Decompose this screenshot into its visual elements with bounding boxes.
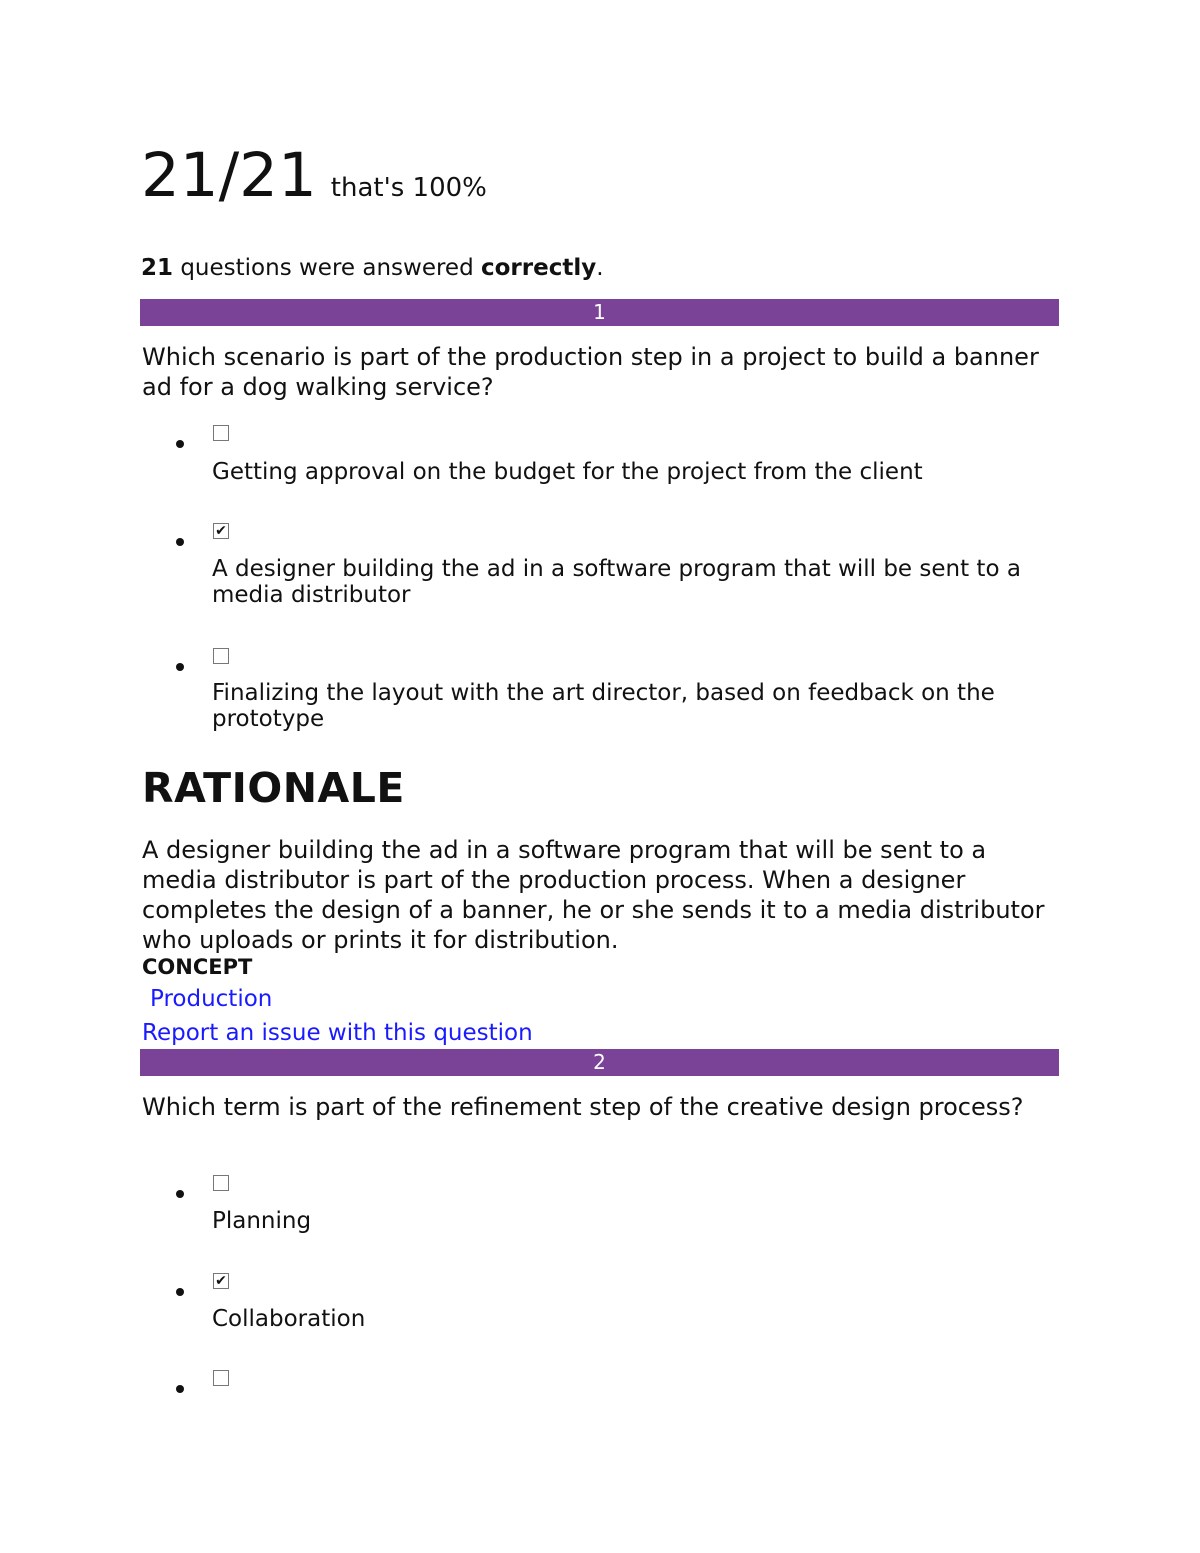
answer-option-text: Planning <box>212 1208 312 1234</box>
question-number-bar: 2 <box>140 1049 1059 1076</box>
checkbox-checked-icon[interactable]: ✔ <box>213 523 229 539</box>
checkbox-icon[interactable] <box>213 648 229 664</box>
bullet-icon <box>176 1190 184 1198</box>
report-issue-link[interactable]: Report an issue with this question <box>142 1020 533 1046</box>
summary-period: . <box>596 255 604 281</box>
score-header <box>141 140 487 212</box>
results-summary <box>141 255 604 281</box>
summary-correctly: correctly <box>481 255 597 281</box>
checkbox-icon[interactable] <box>213 1370 229 1386</box>
bullet-icon <box>176 1385 184 1393</box>
bullet-icon <box>176 538 184 546</box>
checkbox-icon[interactable] <box>213 1175 229 1191</box>
summary-text: questions were answered <box>173 255 481 281</box>
bullet-icon <box>176 663 184 671</box>
score-value: 21/21 <box>141 140 317 211</box>
score-percent: that's 100% <box>330 173 487 203</box>
answer-option-text: Getting approval on the budget for the project from the client <box>212 459 923 485</box>
answer-option-text: Collaboration <box>212 1306 366 1332</box>
correct-count: 21 <box>141 255 174 281</box>
question-text: Which term is part of the refinement step of the creative design process? <box>142 1093 1024 1121</box>
answer-option-text: A designer building the ad in a software program that will be sent to a media distributor <box>212 556 1021 608</box>
concept-heading: CONCEPT <box>142 955 253 979</box>
answer-option-text: Finalizing the layout with the art director, based on feedback on the prototype <box>212 680 995 732</box>
question-text: Which scenario is part of the production step in a project to build a banner ad for a dog walking service? <box>142 343 1039 401</box>
bullet-icon <box>176 1288 184 1296</box>
question-number-bar: 1 <box>140 299 1059 326</box>
rationale-text: A designer building the ad in a software program that will be sent to a media distributor is part of the production process. When a designer completes the design of a banner, he or she sends it to a media distributor who uploads or prints it for distribution. <box>142 836 1045 954</box>
bullet-icon <box>176 440 184 448</box>
checkbox-checked-icon[interactable]: ✔ <box>213 1273 229 1289</box>
concept-link[interactable]: Production <box>150 986 273 1012</box>
rationale-heading: RATIONALE <box>142 764 405 812</box>
checkbox-icon[interactable] <box>213 425 229 441</box>
